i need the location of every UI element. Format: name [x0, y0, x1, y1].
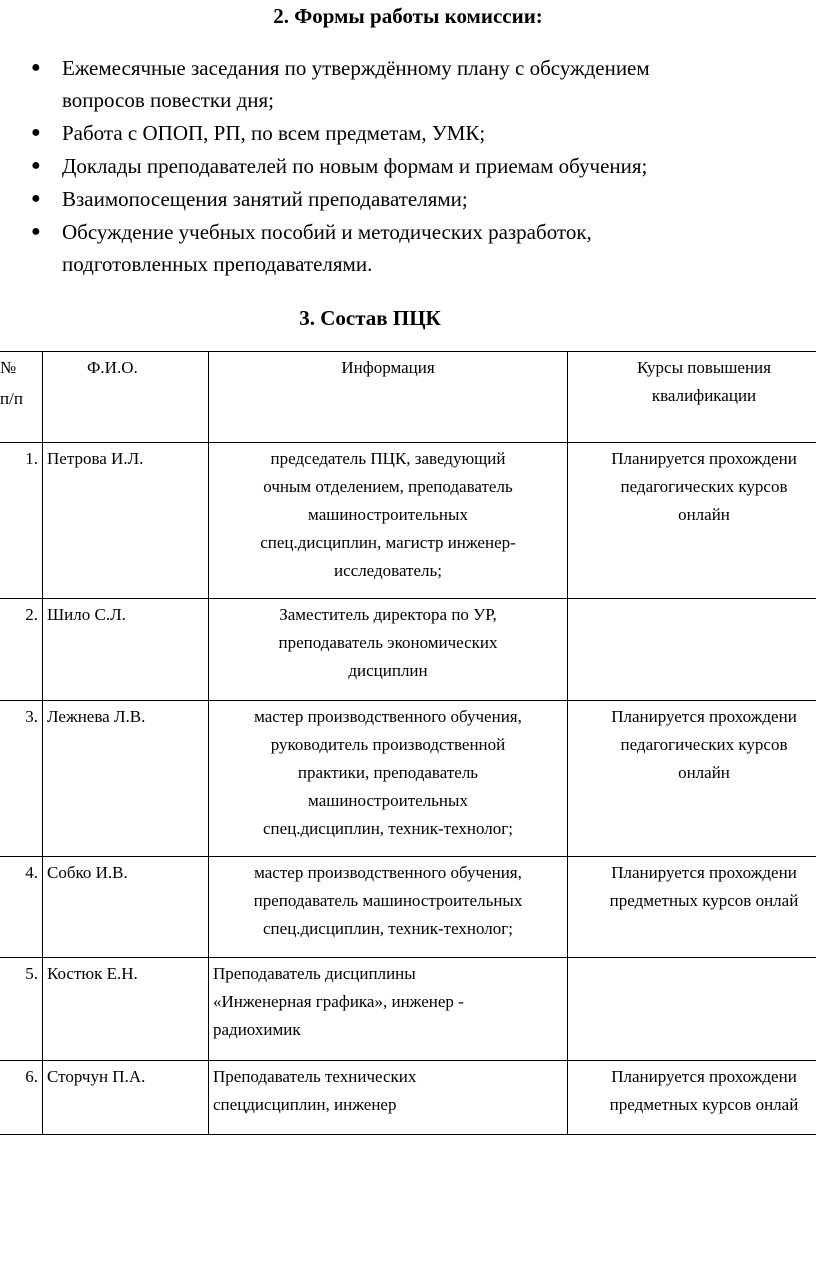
course-line: предметных курсов онлай: [609, 891, 799, 910]
row-info: [209, 1061, 568, 1135]
course-line: онлайн: [678, 763, 730, 782]
course-line: педагогических курсов: [620, 735, 788, 754]
list-item: [0, 183, 816, 215]
list-item-line: вопросов повестки дня;: [62, 88, 274, 112]
list-item: [0, 117, 816, 149]
header-course: [568, 352, 816, 443]
row-course: [568, 599, 816, 701]
list-item-line: Доклады преподавателей по новым формам и приемам обучения;: [62, 154, 648, 178]
row-num: 5.: [0, 958, 43, 1061]
info-line: мастер производственного обучения,: [254, 863, 522, 882]
table-row: [0, 1061, 816, 1135]
info-line: руководитель производственной: [270, 735, 506, 754]
info-line: машиностроительных: [308, 791, 468, 810]
table-row: [0, 701, 816, 857]
row-name: Петрова И.Л.: [43, 443, 209, 599]
row-name: Собко И.В.: [43, 857, 209, 958]
list-item-line: подготовленных преподавателями.: [62, 252, 373, 276]
header-name: Ф.И.О.: [43, 352, 209, 443]
table-row: [0, 599, 816, 701]
info-line: дисциплин: [348, 661, 428, 680]
list-item-line: Обсуждение учебных пособий и методических разработок,: [62, 220, 592, 244]
info-line: Преподаватель дисциплины: [213, 964, 416, 983]
info-line: исследователь;: [334, 561, 442, 580]
course-line: Планируется прохождени: [611, 1067, 797, 1086]
row-num: 1.: [0, 443, 43, 599]
info-line: спец.дисциплин, техник-технолог;: [263, 919, 513, 938]
info-line: преподаватель машиностроительных: [253, 891, 523, 910]
table-row: [0, 857, 816, 958]
bullet-icon: ●: [31, 59, 41, 76]
info-line: преподаватель экономических: [278, 633, 498, 652]
work-forms-list: [0, 52, 816, 281]
course-line: онлайн: [678, 505, 730, 524]
info-line: спец.дисциплин, магистр инженер-: [260, 533, 516, 552]
info-line: мастер производственного обучения,: [254, 707, 522, 726]
header-num: [0, 352, 43, 443]
row-course: [568, 1061, 816, 1135]
bullet-icon: ●: [31, 190, 41, 207]
row-num: 4.: [0, 857, 43, 958]
section-3-title: 3. Состав ПЦК: [299, 306, 441, 330]
course-line: педагогических курсов: [620, 477, 788, 496]
bullet-icon: ●: [31, 157, 41, 174]
info-line: спецдисциплин, инженер: [213, 1095, 397, 1114]
list-item: [0, 52, 816, 116]
info-line: радиохимик: [213, 1020, 301, 1039]
row-course: [568, 701, 816, 857]
list-item-line: Взаимопосещения занятий преподавателями;: [62, 187, 468, 211]
header-info: Информация: [209, 352, 568, 443]
header-course-line2: квалификации: [651, 386, 757, 405]
list-item-line: Работа с ОПОП, РП, по всем предметам, УМК;: [62, 121, 486, 145]
info-line: очным отделением, преподаватель: [263, 477, 513, 496]
members-table: [0, 351, 816, 1135]
row-name: Сторчун П.А.: [43, 1061, 209, 1135]
row-course: [568, 857, 816, 958]
row-num: 2.: [0, 599, 43, 701]
info-line: «Инженерная графика», инженер -: [213, 992, 464, 1011]
info-line: председатель ПЦК, заведующий: [270, 449, 506, 468]
info-line: Преподаватель технических: [213, 1067, 417, 1086]
row-num: 3.: [0, 701, 43, 857]
header-num-line2: п/п: [0, 389, 23, 408]
info-line: машиностроительных: [308, 505, 468, 524]
row-info: [209, 701, 568, 857]
row-course: [568, 958, 816, 1061]
info-line: Заместитель директора по УР,: [279, 605, 497, 624]
section-2-title: 2. Формы работы комиссии:: [273, 4, 543, 28]
course-line: Планируется прохождени: [611, 449, 797, 468]
header-course-line1: Курсы повышения: [637, 358, 771, 377]
list-item-line: Ежемесячные заседания по утверждённому плану с обсуждением: [62, 56, 650, 80]
list-item: [0, 150, 816, 182]
row-course: [568, 443, 816, 599]
row-name: Костюк Е.Н.: [43, 958, 209, 1061]
list-item: [0, 216, 816, 280]
bullet-icon: ●: [31, 223, 41, 240]
info-line: практики, преподаватель: [297, 763, 479, 782]
table-row: [0, 958, 816, 1061]
row-name: Лежнева Л.В.: [43, 701, 209, 857]
row-info: [209, 857, 568, 958]
bullet-icon: ●: [31, 124, 41, 141]
header-num-line1: №: [0, 358, 17, 377]
row-name: Шило С.Л.: [43, 599, 209, 701]
row-info: [209, 958, 568, 1061]
row-num: 6.: [0, 1061, 43, 1135]
table-header-row: [0, 352, 816, 443]
info-line: спец.дисциплин, техник-технолог;: [263, 819, 513, 838]
course-line: Планируется прохождени: [611, 863, 797, 882]
row-info: [209, 443, 568, 599]
course-line: Планируется прохождени: [611, 707, 797, 726]
course-line: предметных курсов онлай: [609, 1095, 799, 1114]
table-row: [0, 443, 816, 599]
row-info: [209, 599, 568, 701]
